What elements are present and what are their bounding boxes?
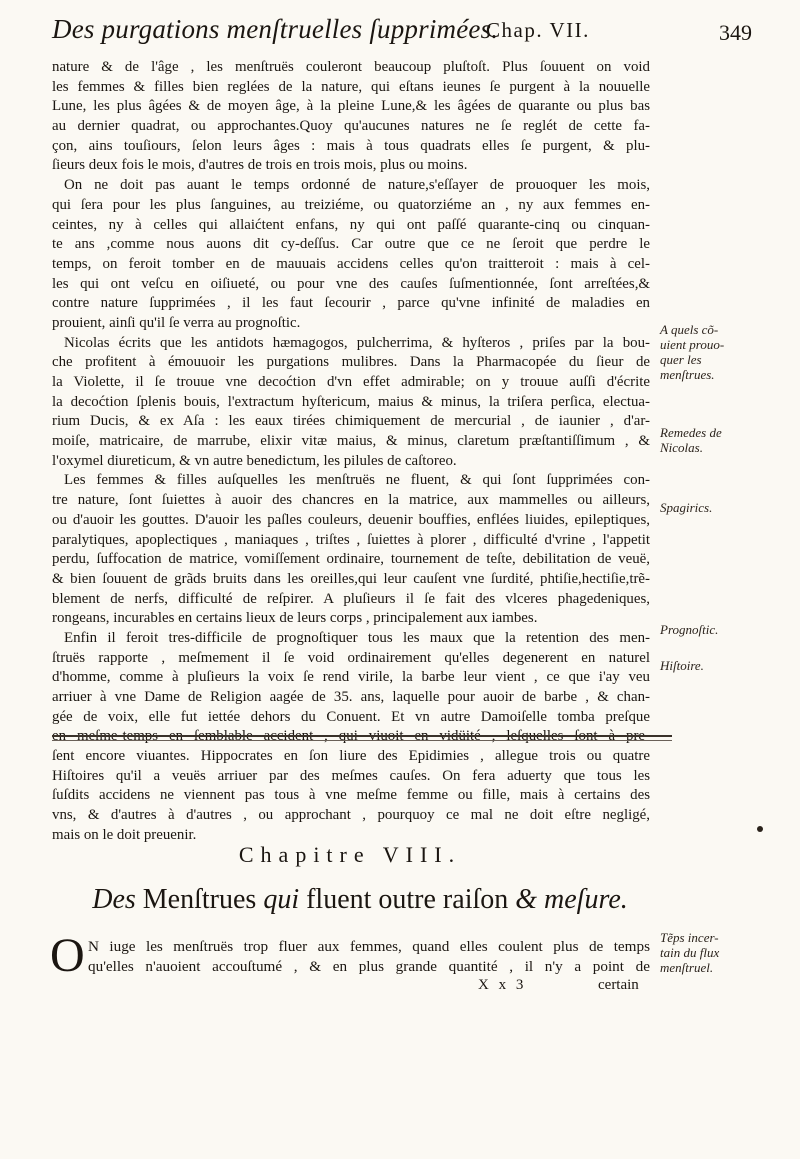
margin-note-line: menſtrues. (660, 367, 715, 382)
text-line: temps, on feroit tomber en de mauuais accidens celles qu'on traitteroit : mais à cel- (52, 255, 650, 272)
margin-note-prognostic (660, 622, 750, 637)
text-line: ſtruës rapporte , meſmement il ſe void ordinairement qu'elles degenerent en naturel (52, 649, 650, 666)
text-line: Hiſtoires qu'il a veuës arriuer par des meſmes cauſes. On fera aduerty que tous les (52, 767, 650, 784)
chapter-title-part: Des (92, 884, 136, 915)
text-line: Lune, les plus âgées & de moyen âge, à la pleine Lune,& les âgées de quarante ou plus bas (52, 98, 650, 115)
text-line: d'homme, comme à pluſieurs la voix ſe rend virile, la barbe leur vient , ce que i'ay veu (52, 669, 650, 686)
text-line: l'oxymel diureticum, & vn autre benedictum, les pilules de caſtoreo. (52, 452, 457, 469)
text-line: tre nature, ſont ſuiettes à auoir des chancres en la matrice, aux mammelles ou ailleurs, (52, 492, 650, 509)
text-line: qu'elles n'auoient accouſtumé , & en plus grande quantité , il n'y a point de (88, 957, 650, 975)
text-line: arriuer à vne Dame de Religion aagée de 35. ans, laquelle pour auoir de barbe , & chan- (52, 689, 650, 705)
text-line: au dernier quadrat, ou approchantes.Quoy qu'aucunes natures ne ſe reglét de cette fa- (52, 118, 650, 135)
text-line: Les femmes & filles auſquelles les menſtruës ne fluent, & qui ſont ſupprimées con- (64, 472, 650, 489)
text-line: contre nature ſupprimées , il les faut ſecourir , parce qu'vne infinité de maladies en (52, 295, 650, 312)
section-rule-thin (52, 740, 672, 741)
text-line: ſent encore viuantes. Hippocrates en ſon liure des Epidimies , allegue trois ou quatre (52, 748, 650, 765)
text-line: che profitent à émouuoir les purgations mulibres. Dans la Pharmacopée du ſieur de (52, 354, 650, 371)
text-line: & bien ſouuent de grãds bruits dans les oreilles,qui leur cauſent vne ſurdité, phtiſie,hectiſie,trẽ- (52, 570, 650, 587)
chapter-title-part: & (515, 884, 538, 915)
section-rule (52, 735, 672, 737)
text-line: N iuge les menſtruës trop fluer aux femmes, quand elles coulent plus de temps (88, 938, 650, 955)
margin-note-line: uient prouo- (660, 337, 725, 352)
margin-note-spagirics (660, 500, 750, 515)
page-number: 349 (719, 20, 752, 45)
text-line: ceintes, ny à celles qui allaićtent enfans, ny qui ont paſſé quarante-cinq ou cinquan- (52, 216, 650, 233)
margin-note-line: Spagirics. (660, 500, 713, 515)
margin-note-line: A quels cõ- (660, 322, 719, 337)
text-line: vns, & d'autres à d'autres , ou approchant , pourquoy ce mal ne doit eſtre negligé, (52, 807, 650, 824)
text-line: perdu, ſuffocation de matrice, vomiſſement ordinaire, tournement de teſte, debilitation de veuë, (52, 551, 650, 568)
text-line: ſieurs deux fois le mois, d'autres de trois en trois mois, plus ou moins. (52, 157, 468, 174)
text-line: te ans ,comme nous auons dit cy-deſſus. Car outre que ce ne ſeroit que perdre le (52, 236, 650, 253)
margin-note-line: Tẽps incer- (660, 930, 719, 945)
text-line: ou d'auoir les gouttes. D'auoir les paſles couleurs, deuenir bouffies, enflées liuides, epileptiques, (52, 511, 650, 528)
text-line: Enfin il feroit tres-difficile de prognoſtiquer tous les maux que la retention des men- (64, 629, 650, 646)
text-line: çon, ains touſiours, ſelon leurs âges : mais à tous quadrats elles ſe purgent, & plu- (52, 137, 650, 154)
chapter-title (0, 884, 720, 916)
text-line: gée de voix, elle fut iettée dehors du Conuent. Et vn autre Damoiſelle tomba preſque (52, 708, 650, 725)
chapter-title-part: Menſtrues (142, 884, 257, 915)
text-line: blement de nerfs, difficulté de reſpirer. A pluſieurs il ſe fait des vlceres phagedeniques, (52, 590, 650, 607)
margin-note-remedes (660, 425, 750, 455)
text-line: les femmes & filles bien reglées de la nature, qui eſtans ieunes ſe purgent à la nouuelle (52, 78, 650, 95)
catchword: certain (598, 977, 639, 993)
text-line: rium Ducis, & ex Aſa : les eaux tirées chimiquement de mercurial , de iaunier , d'ar- (52, 413, 650, 430)
chapter-title-part: meſure. (544, 884, 628, 915)
text-line: qui ſera pour les plus ſanguines, au treiziéme, ou quatorziéme an , ny aux femmes en- (52, 196, 650, 213)
text-line (52, 727, 650, 747)
text-line: rongeans, incurables en certains lieux de leurs corps , principalement aux iambes. (52, 610, 538, 627)
main-text-column (52, 58, 650, 846)
margin-note-line: quer les (660, 352, 702, 367)
margin-note-histoire (660, 658, 750, 673)
text-line: paralytiques, apoplectiques , maniaques , triſtes , ſuiettes à plorer , difficulté d'vrine , l'appetit (52, 531, 650, 548)
text-line: prouient, ainſi qu'il ſe verra au prognoſtic. (52, 314, 301, 331)
drop-cap: O (50, 929, 85, 982)
chapter-title-part: fluent outre raiſon (306, 884, 509, 915)
running-header (52, 14, 752, 60)
margin-note-line: Prognoſtic. (660, 622, 719, 637)
margin-note-line: tain du flux (660, 945, 720, 960)
running-title: Des purgations menſtruelles ſupprimées. (52, 14, 499, 44)
text-line: Nicolas écrits que les antidots hæmagogos, pulcherrima, & hyſteros , priſes par la bou- (64, 334, 650, 351)
text-line: ſuſdits accidens ne viennent pas tous à vne meſme femme ou fille, mais à certains des (52, 787, 650, 804)
text-line: mais on le doit preuenir. (52, 826, 197, 843)
ink-speck (757, 826, 763, 832)
text-line: les qui ont veſcu en oiſiueté, ou pour vne des cauſes ſuſmentionnée, ſont arreſtées,& (52, 275, 650, 292)
margin-note-line: Hiſtoire. (660, 658, 704, 673)
signature-mark: X x 3 (478, 977, 527, 993)
text-line: la decoćtion ſplenis bouis, l'extractum hyſtericum, maius & minus, la triſera perſica, electua- (52, 393, 650, 410)
chapter-body-text (88, 937, 650, 976)
text-line: la Violette, il ſe trouue vne decoćtion d'vn effet admirable; on y trouue auſſi d'écrite (52, 374, 650, 390)
chapter-heading: Chapitre VIII. (238, 842, 462, 867)
text-line: nature & de l'âge , les menſtruës couleront beaucoup pluſtoſt. Plus ſouuent on void (52, 59, 650, 75)
margin-note-temps (660, 930, 750, 975)
chapter-title-part: qui (263, 884, 300, 915)
text-line: moiſe, matricaire, de marrube, elixir vitæ maius, & minus, claretum præſtantiſſimum , & (52, 433, 650, 450)
margin-note-aquels (660, 322, 750, 382)
margin-note-line: menſtruel. (660, 960, 714, 975)
text-line: On ne doit pas auant le temps ordonné de nature,s'eſſayer de prouoquer les mois, (64, 177, 650, 194)
margin-note-line: Remedes de (660, 425, 722, 440)
margin-note-line: Nicolas. (660, 440, 703, 455)
chapter-label: Chap. VII. (486, 18, 590, 42)
